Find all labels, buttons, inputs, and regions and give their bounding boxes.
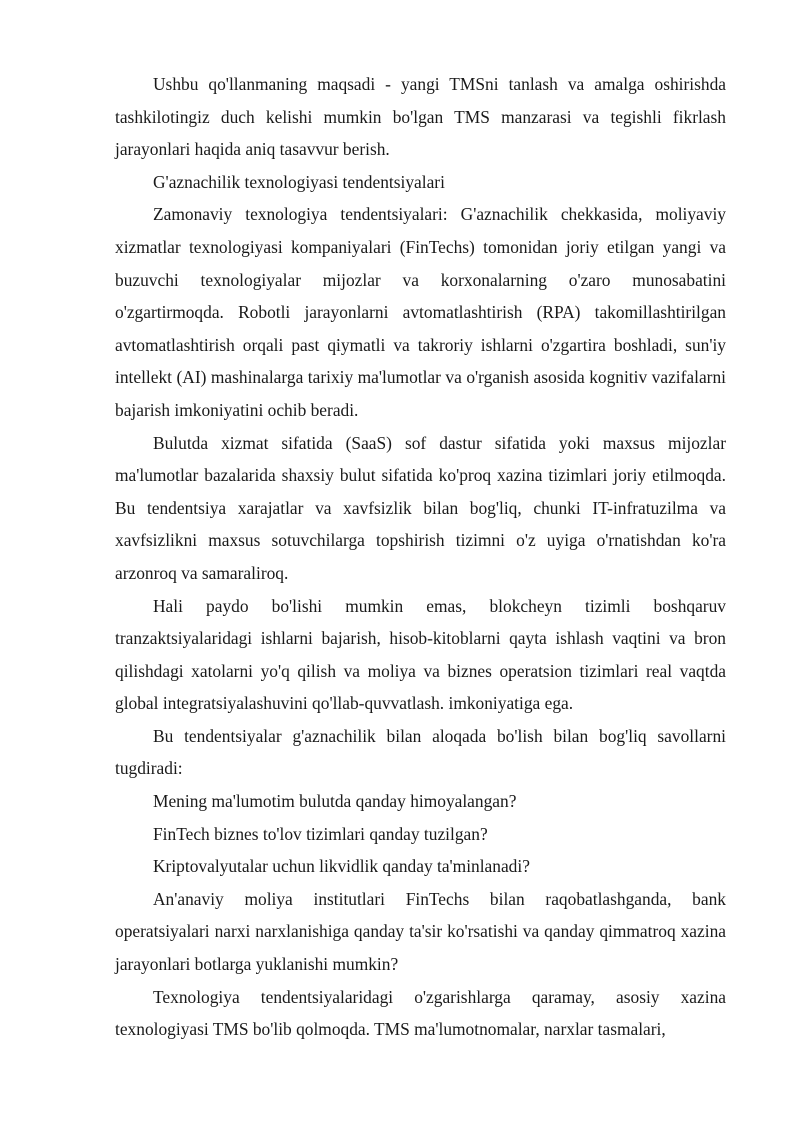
paragraph-blockchain: Hali paydo bo'lishi mumkin emas, blokcheyn tizimli boshqaruv tranzaktsiyalaridagi ishlarni bajarish, hisob-kitoblarni qayta ishlash vaqtini va bron qilishdagi xatolarni yo'q qilish va moliya va biznes operatsion tizimlari real vaqtda global integratsiyalashuvini qo'llab-quvvatlash. imkoniyatiga ega. [115,595,726,714]
question-bank-operations: An'anaviy moliya institutlari FinTechs bilan raqobatlashganda, bank operatsiyalari narxi narxlanishiga qanday ta'sir ko'rsatishi va qanday qimmatroq xazina jarayonlari botlarga yuklanishi mumkin? [115,888,726,975]
paragraph-purpose: Ushbu qo'llanmaning maqsadi - yangi TMSni tanlash va amalga oshirishda tashkilotingiz duch kelishi mumkin bo'lgan TMS manzarasi va tegishli fikrlash jarayonlari haqida aniq tasavvur berish. [115,74,726,160]
section-heading-treasury-trends: G'aznachilik texnologiyasi tendentsiyalari [153,171,445,192]
question-crypto-liquidity: Kriptovalyutalar uchun likvidlik qanday ta'minlanadi? [153,856,530,877]
question-fintech-payments: FinTech biznes to'lov tizimlari qanday tuzilgan? [153,823,488,844]
paragraph-questions-intro: Bu tendentsiyalar g'aznachilik bilan aloqada bo'lish bilan bog'liq savollarni tugdiradi: [115,725,726,779]
paragraph-saas-cloud: Bulutda xizmat sifatida (SaaS) sof dastur sifatida yoki maxsus mijozlar ma'lumotlar bazalarida shaxsiy bulut sifatida ko'proq xazina tizimlari joriy etilmoqda. Bu tendentsiya xarajatlar va xavfsizlik bilan bog'liq, chunki IT-infratuzilma va xavfsizlikni maxsus sotuvchilarga topshirish tizimni o'z uyiga o'rnatishdan ko'ra arzonroq va samaraliroq. [115,432,726,583]
paragraph-tms-core: Texnologiya tendentsiyalaridagi o'zgarishlarga qaramay, asosiy xazina texnologiyasi TMS bo'lib qolmoqda. TMS ma'lumotnomalar, narxlar tasmalari, [115,986,726,1040]
paragraph-modern-tech-trends: Zamonaviy texnologiya tendentsiyalari: G'aznachilik chekkasida, moliyaviy xizmatlar texnologiyasi kompaniyalari (FinTechs) tomonidan joriy etilgan yangi va buzuvchi texnologiyalar mijozlar va korxonalarning o'zaro munosabatini o'zgartirmoqda. Robotli jarayonlarni avtomatlashtirish (RPA) takomillashtirilgan avtomatlashtirish orqali past qiymatli va takroriy ishlarni o'zgartira boshladi, sun'iy intellekt (AI) mashinalarga tarixiy ma'lumotlar va o'rganish asosida kognitiv vazifalarni bajarish imkoniyatini ochib beradi. [115,204,726,420]
question-cloud-data: Mening ma'lumotim bulutda qanday himoyalangan? [153,791,517,812]
document-page [115,68,726,1046]
